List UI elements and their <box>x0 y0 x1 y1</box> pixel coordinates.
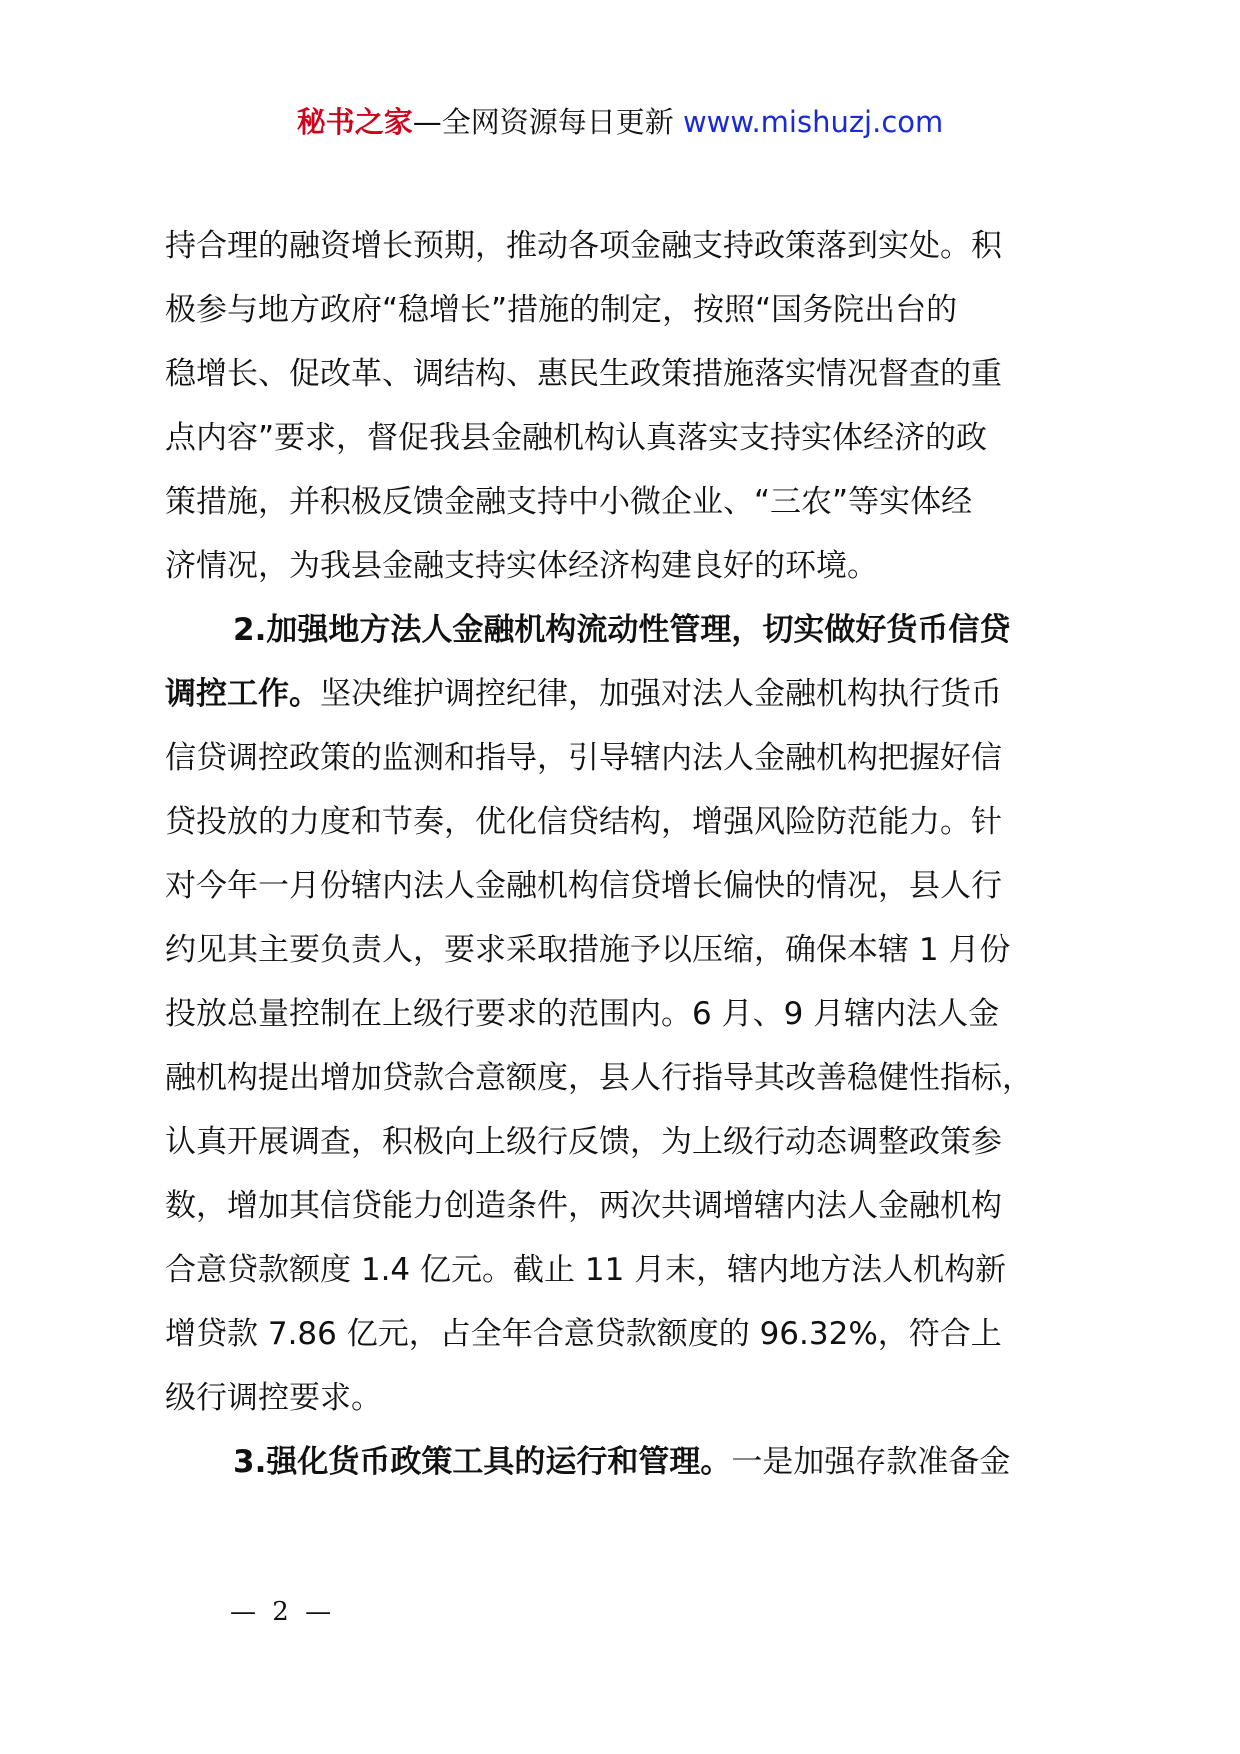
paragraph-line: 融机构提出增加贷款合意额度，县人行指导其改善稳健性指标， <box>165 1060 1033 1096</box>
paragraph-line: 合意贷款额度 1.4 亿元。截止 11 月末，辖内地方法人机构新 <box>165 1252 1007 1288</box>
site-header <box>0 100 1240 144</box>
paragraph-line: 数，增加其信贷能力创造条件，两次共调增辖内法人金融机构 <box>165 1188 1002 1224</box>
paragraph-line: 济情况，为我县金融支持实体经济构建良好的环境。 <box>165 548 878 584</box>
paragraph-line: 策措施，并积极反馈金融支持中小微企业、“三农”等实体经 <box>165 484 973 520</box>
paragraph-line: 信贷调控政策的监测和指导，引导辖内法人金融机构把握好信 <box>165 740 1002 776</box>
document-body <box>165 214 1095 1494</box>
paragraph-line: 稳增长、促改革、调结构、惠民生政策措施落实情况督查的重 <box>165 356 1002 392</box>
brand-name: 秘书之家 <box>296 105 413 139</box>
paragraph-line: 调控工作。坚决维护调控纪律，加强对法人金融机构执行货币 <box>165 676 1002 712</box>
section-heading-2: 2.加强地方法人金融机构流动性管理，切实做好货币信贷 <box>233 612 1011 648</box>
paragraph-line: 极参与地方政府“稳增长”措施的制定，按照“国务院出台的 <box>165 292 958 328</box>
header-slogan: —全网资源每日更新 <box>412 105 674 139</box>
page-number: — 2 — <box>230 1597 336 1627</box>
paragraph-line: 认真开展调查，积极向上级行反馈，为上级行动态调整政策参 <box>165 1124 1002 1160</box>
site-url[interactable]: www.mishuzj.com <box>682 105 944 139</box>
paragraph-line: 增贷款 7.86 亿元，占全年合意贷款额度的 96.32%，符合上 <box>165 1316 1002 1352</box>
section-heading-3: 3.强化货币政策工具的运行和管理。一是加强存款准备金 <box>233 1444 1011 1480</box>
paragraph-line: 级行调控要求。 <box>165 1380 382 1416</box>
paragraph-line: 点内容”要求，督促我县金融机构认真落实支持实体经济的政 <box>165 420 988 456</box>
paragraph-line: 对今年一月份辖内法人金融机构信贷增长偏快的情况，县人行 <box>165 868 1002 904</box>
paragraph-line: 约见其主要负责人，要求采取措施予以压缩，确保本辖 1 月份 <box>165 932 1011 968</box>
paragraph-line: 投放总量控制在上级行要求的范围内。6 月、9 月辖内法人金 <box>165 996 1000 1032</box>
paragraph-line: 持合理的融资增长预期，推动各项金融支持政策落到实处。积 <box>165 228 1002 264</box>
paragraph-line: 贷投放的力度和节奏，优化信贷结构，增强风险防范能力。针 <box>165 804 1002 840</box>
